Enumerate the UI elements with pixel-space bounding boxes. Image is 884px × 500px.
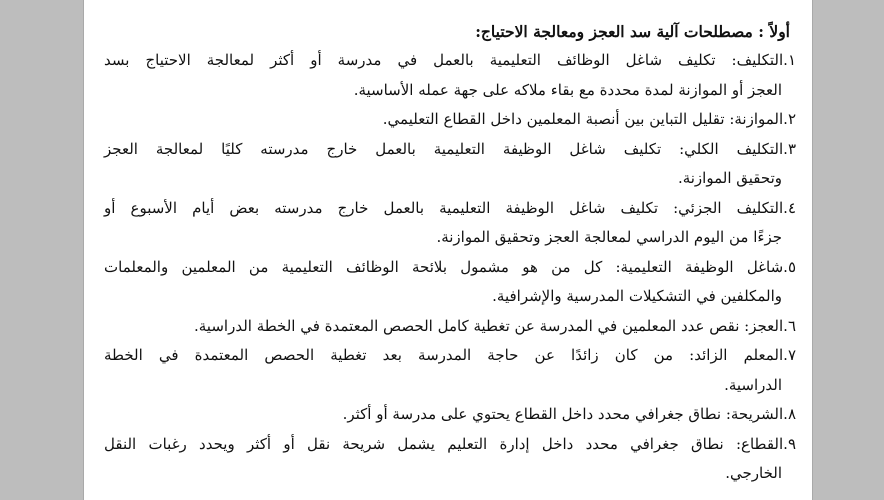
item-line: وتحقيق الموازنة. <box>677 169 782 187</box>
item-line: الدراسية. <box>724 375 782 394</box>
item-line: ٩.القطاع: نطاق جغرافي محدد داخل إدارة التعليم يشمل شريحة نقل أو أكثر ويحدد رغبات النقل <box>104 434 796 453</box>
item-line: ٨.الشريحة: نطاق جغرافي محدد داخل القطاع يحتوي على مدرسة أو أكثر. <box>342 405 796 423</box>
list-item <box>104 46 796 105</box>
list-item <box>104 105 796 135</box>
item-line: جزءًا من اليوم الدراسي لمعالجة العجز وتحقيق الموازنة. <box>436 228 782 246</box>
item-line: ٤.التكليف الجزئي: تكليف شاغل الوظيفة التعليمية بالعمل خارج مدرسته بعض أيام الأسبوع أو <box>104 198 796 217</box>
list-item <box>104 194 796 253</box>
item-line: والمكلفين في التشكيلات المدرسية والإشرافية. <box>492 287 782 305</box>
list-item <box>104 312 796 342</box>
item-line: العجز أو الموازنة لمدة محددة مع بقاء ملاكه على جهة عمله الأساسية. <box>353 80 782 99</box>
item-line: ٥.شاغل الوظيفة التعليمية: كل من هو مشمول بلائحة الوظائف التعليمية من المعلمين والمعلمات <box>104 257 796 276</box>
list-item <box>104 135 796 194</box>
document-page <box>84 0 812 500</box>
item-line: الخارجي. <box>725 464 782 482</box>
item-line: ١.التكليف: تكليف شاغل الوظائف التعليمية بالعمل في مدرسة أو أكثر لمعالجة الاحتياج بسد <box>104 51 796 69</box>
list-item <box>104 341 796 400</box>
item-line: ٧.المعلم الزائد: من كان زائدًا عن حاجة المدرسة بعد تغطية الحصص المعتمدة في الخطة <box>104 346 796 364</box>
item-line: ٣.التكليف الكلي: تكليف شاغل الوظيفة التعليمية بالعمل خارج مدرسته كليًا لمعالجة العجز <box>104 139 796 158</box>
item-line: ٦.العجز: نقص عدد المعلمين في المدرسة عن تغطية كامل الحصص المعتمدة في الخطة الدراسية. <box>194 316 796 335</box>
page-content <box>104 18 796 489</box>
list-item <box>104 253 796 312</box>
item-line: ٢.الموازنة: تقليل التباين بين أنصبة المعلمين داخل القطاع التعليمي. <box>382 110 796 128</box>
list-item <box>104 430 796 489</box>
list-item <box>104 400 796 430</box>
section-heading: أولاً : مصطلحات آلية سد العجز ومعالجة الاحتياج: <box>475 22 790 41</box>
